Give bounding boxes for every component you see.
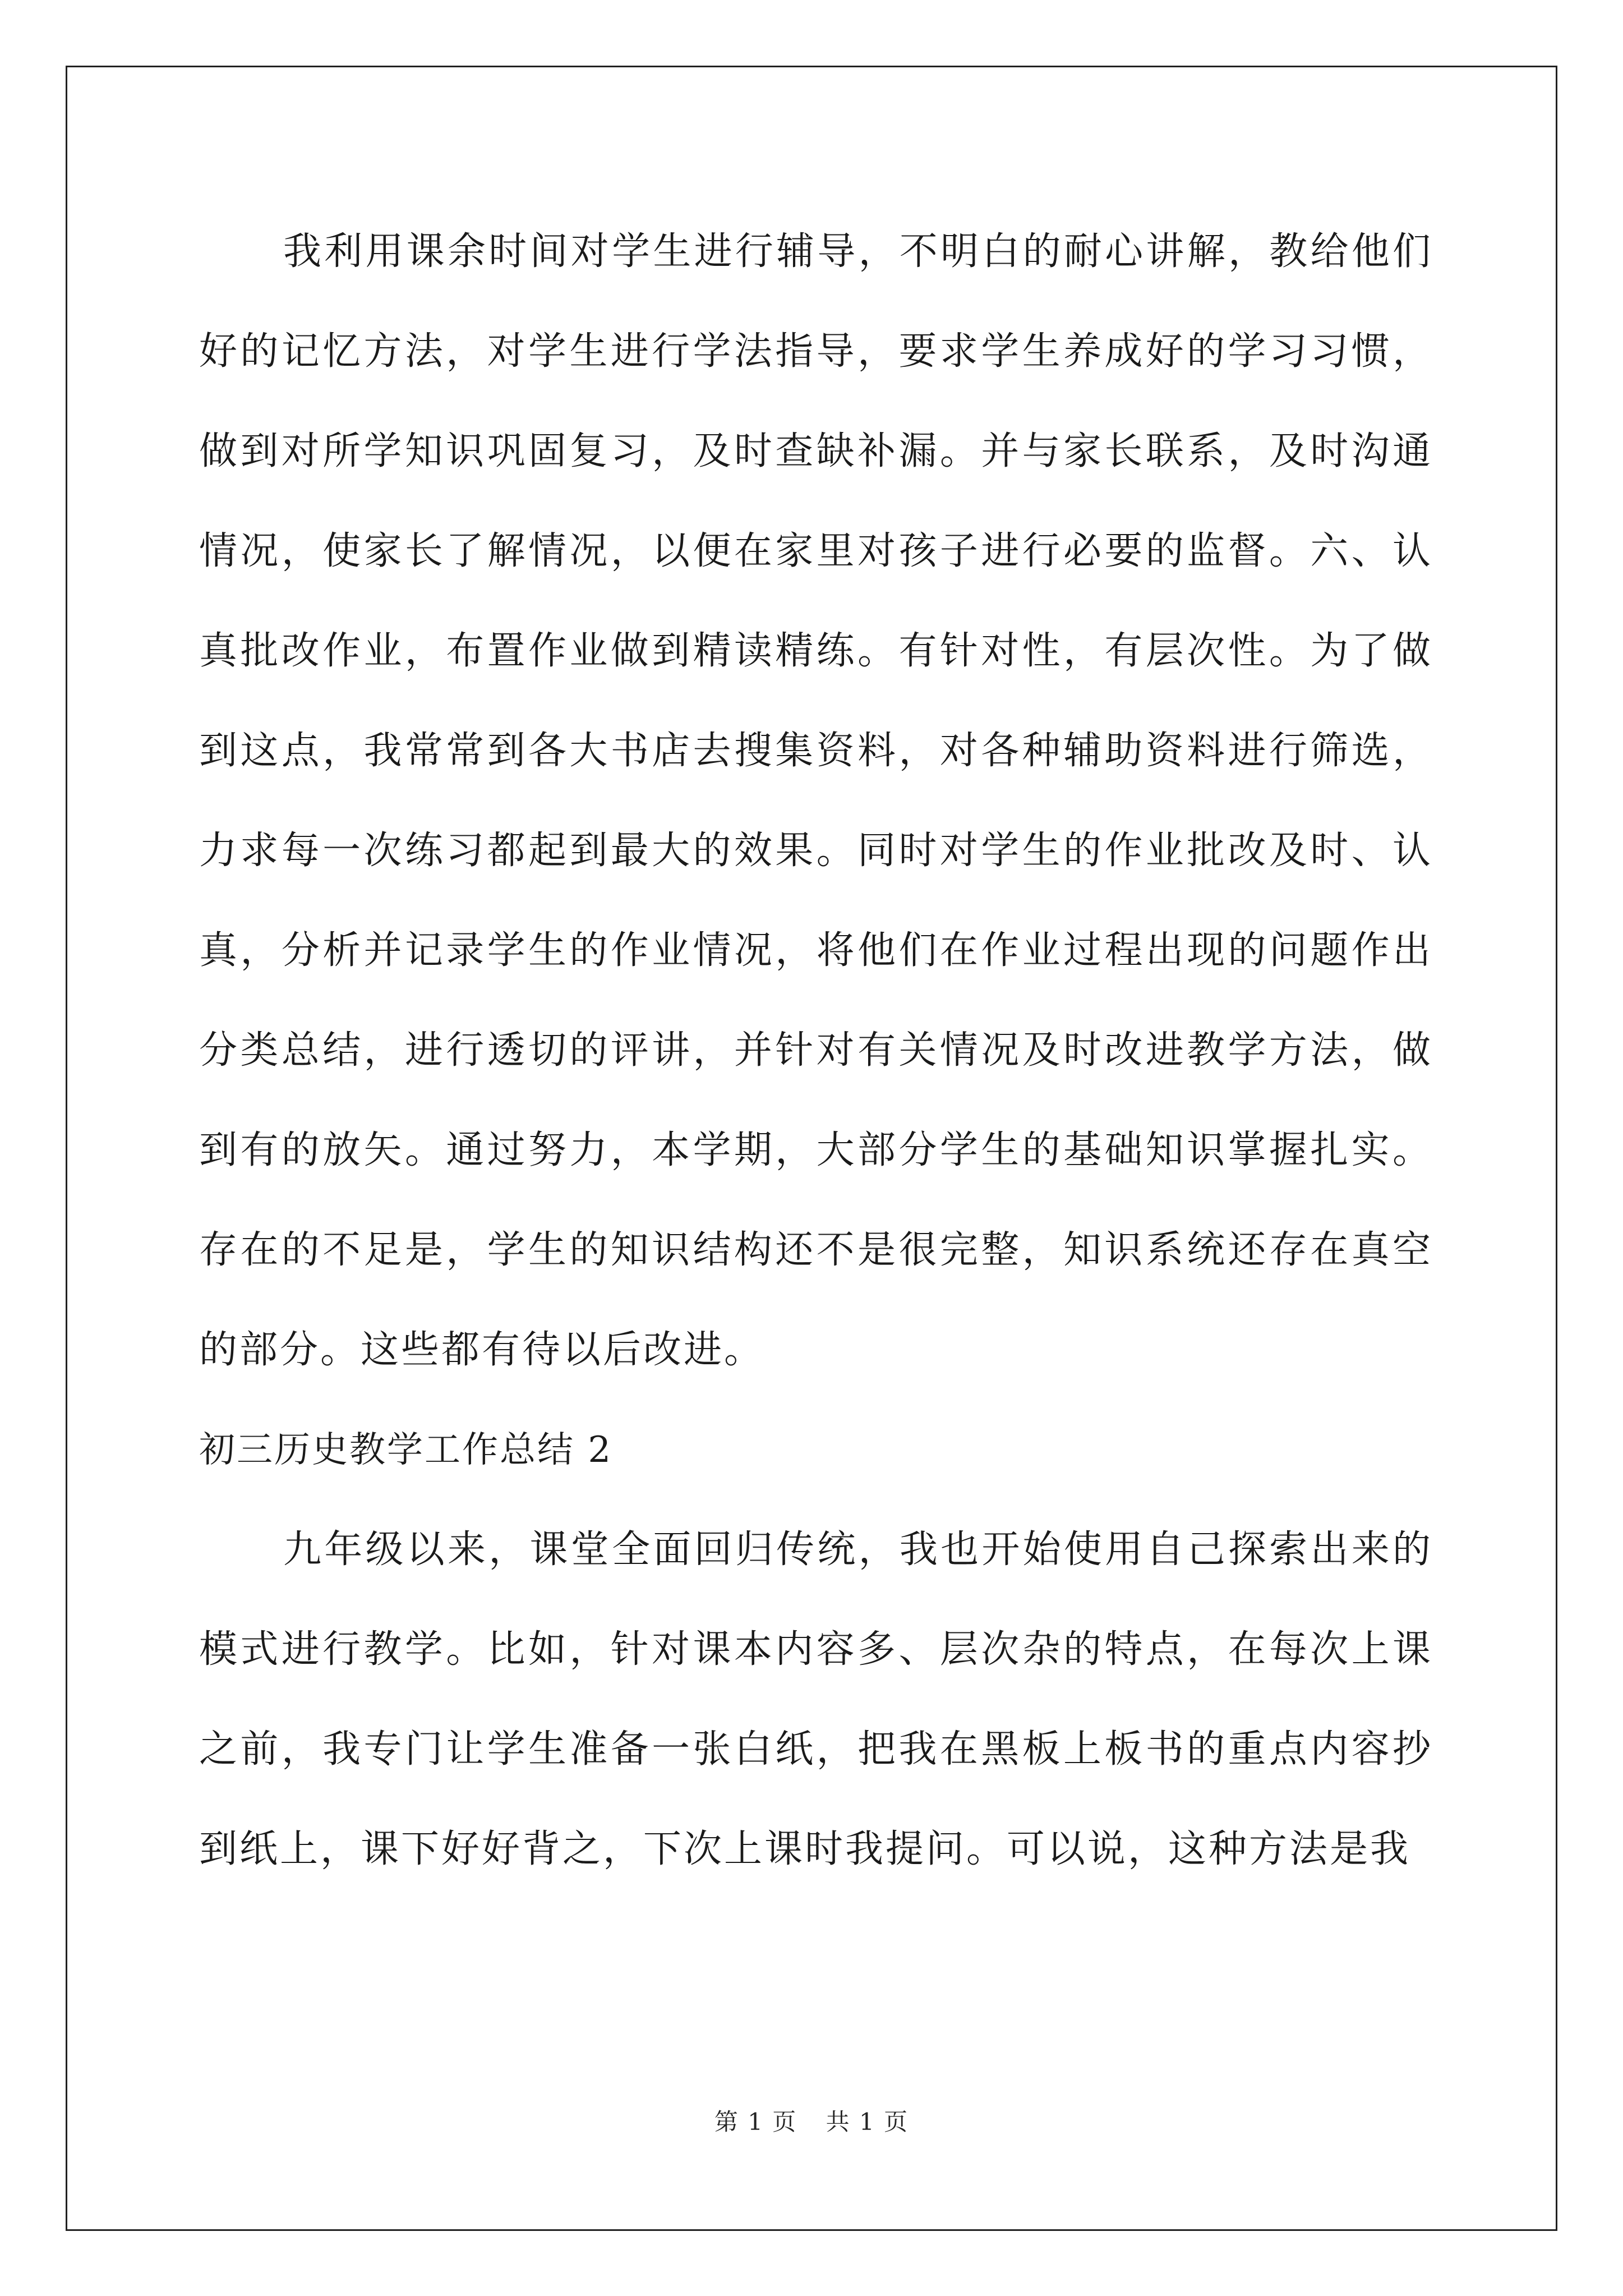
page-footer — [0, 2104, 1623, 2137]
document-body — [199, 202, 1433, 1899]
page-number: 第 1 页 — [714, 2108, 797, 2136]
paragraph-2: 九年级以来，课堂全面回归传统，我也开始使用自己探索出来的模式进行教学。比如，针对课本内容多、层次杂的特点，在每次上课之前，我专门让学生准备一张白纸，把我在黑板上板书的重点内容抄到纸上，课下好好背之，下次上课时我提问。可以说，这种方法是我 — [199, 1527, 1433, 1871]
page-total: 共 1 页 — [826, 2108, 909, 2136]
paragraph-1: 我利用课余时间对学生进行辅导，不明白的耐心讲解，教给他们好的记忆方法，对学生进行学法指导，要求学生养成好的学习习惯，做到对所学知识巩固复习，及时查缺补漏。并与家长联系，及时沟通情况，使家长了解情况，以便在家里对孩子进行必要的监督。六、认真批改作业，布置作业做到精读精练。有针对性，有层次性。为了做到这点，我常常到各大书店去搜集资料，对各种辅助资料进行筛选，力求每一次练习都起到最大的效果。同时对学生的作业批改及时、认真，分析并记录学生的作业情况，将他们在作业过程出现的问题作出分类总结，进行透切的评讲，并针对有关情况及时改进教学方法，做到有的放矢。通过努力，本学期，大部分学生的基础知识掌握扎实。存在的不足是，学生的知识结构还不是很完整，知识系统还存在真空的部分。这些都有待以后改进。 — [199, 229, 1433, 1372]
section-heading: 初三历史教学工作总结 2 — [199, 1429, 613, 1471]
